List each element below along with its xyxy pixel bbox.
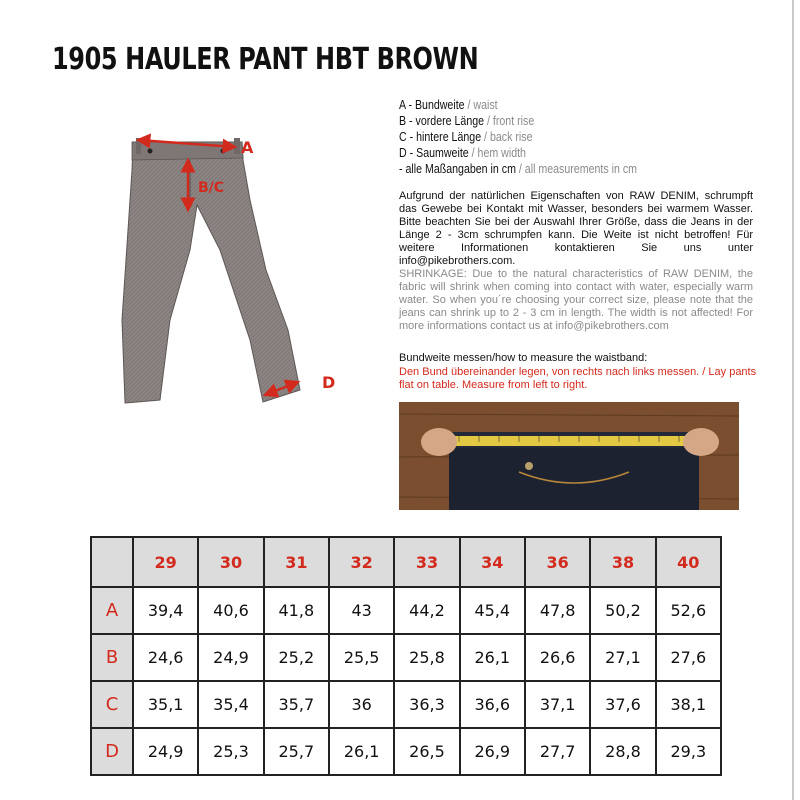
legend-row-b: B - vordere Länge / front rise xyxy=(399,114,535,128)
table-cell: 50,2 xyxy=(590,587,655,634)
table-row xyxy=(91,634,721,681)
table-cell: 29,3 xyxy=(656,728,721,775)
row-label-d: D xyxy=(91,728,133,775)
table-cell: 27,1 xyxy=(590,634,655,681)
label-d: D xyxy=(322,373,336,392)
size-header-row xyxy=(91,537,721,587)
label-bc: B/C xyxy=(198,180,225,196)
waist-measure-photo xyxy=(399,402,739,510)
size-29: 29 xyxy=(133,537,198,587)
size-33: 33 xyxy=(394,537,459,587)
table-cell: 25,5 xyxy=(329,634,394,681)
table-row xyxy=(91,681,721,728)
table-cell: 25,3 xyxy=(198,728,263,775)
size-30: 30 xyxy=(198,537,263,587)
table-cell: 43 xyxy=(329,587,394,634)
waist-note: Den Bund übereinander legen, von rechts nach links messen. / Lay pants flat on table. Measure from left to right. xyxy=(399,366,757,391)
table-cell: 28,8 xyxy=(590,728,655,775)
table-cell: 25,8 xyxy=(394,634,459,681)
table-cell: 35,4 xyxy=(198,681,263,728)
table-cell: 36,6 xyxy=(460,681,525,728)
table-cell: 27,7 xyxy=(525,728,590,775)
table-cell: 26,6 xyxy=(525,634,590,681)
row-label-b: B xyxy=(91,634,133,681)
table-cell: 36 xyxy=(329,681,394,728)
table-cell: 38,1 xyxy=(656,681,721,728)
page-edge-line xyxy=(792,0,794,800)
table-cell: 24,9 xyxy=(133,728,198,775)
table-cell: 41,8 xyxy=(264,587,329,634)
size-36: 36 xyxy=(525,537,590,587)
table-row xyxy=(91,728,721,775)
table-cell: 37,6 xyxy=(590,681,655,728)
table-cell: 24,6 xyxy=(133,634,198,681)
table-cell: 26,5 xyxy=(394,728,459,775)
table-cell: 44,2 xyxy=(394,587,459,634)
table-cell: 47,8 xyxy=(525,587,590,634)
size-34: 34 xyxy=(460,537,525,587)
table-cell: 27,6 xyxy=(656,634,721,681)
table-cell: 40,6 xyxy=(198,587,263,634)
table-cell: 25,2 xyxy=(264,634,329,681)
table-cell: 26,1 xyxy=(329,728,394,775)
size-32: 32 xyxy=(329,537,394,587)
waist-title: Bundweite messen/how to measure the waistband: xyxy=(399,352,648,364)
table-cell: 25,7 xyxy=(264,728,329,775)
shrinkage-text-de: Aufgrund der natürlichen Eigenschaften von RAW DENIM, schrumpft das Gewebe bei Kontakt mit Wasser, besonders bei warmem Wasser. Bitte beachten Sie bei der Auswahl Ihrer Größe, dass die Jeans in der Länge 2 - 3cm schrumpfen kann. Die Weite ist nicht betroffen! Für weitere Informationen kontaktieren Sie uns unter info@pikebrothers.com. xyxy=(399,190,753,267)
table-row xyxy=(91,587,721,634)
legend-row-units: - alle Maßangaben in cm / all measurements in cm xyxy=(399,162,637,176)
row-label-a: A xyxy=(91,587,133,634)
size-40: 40 xyxy=(656,537,721,587)
shrinkage-note xyxy=(399,190,753,333)
table-cell: 35,7 xyxy=(264,681,329,728)
row-label-c: C xyxy=(91,681,133,728)
table-cell: 35,1 xyxy=(133,681,198,728)
table-corner xyxy=(91,537,133,587)
table-cell: 37,1 xyxy=(525,681,590,728)
table-cell: 39,4 xyxy=(133,587,198,634)
measurement-legend xyxy=(399,97,679,177)
legend-row-d: D - Saumweite / hem width xyxy=(399,146,526,160)
page-title: 1905 HAULER PANT HBT BROWN xyxy=(52,42,479,77)
size-31: 31 xyxy=(264,537,329,587)
table-cell: 45,4 xyxy=(460,587,525,634)
size-38: 38 xyxy=(590,537,655,587)
label-a: A xyxy=(241,138,254,157)
pants-photo xyxy=(110,120,350,420)
shrinkage-text-en: SHRINKAGE: Due to the natural characteristics of RAW DENIM, the fabric will shrink when coming into contact with water, especially warm water. So when you´re choosing your correct size, please note that the jeans can shrink up to 2 - 3 cm in length. The width is not affected! For more informations contact us at info@pikebrothers.com xyxy=(399,268,753,332)
table-cell: 26,1 xyxy=(460,634,525,681)
legend-row-c: C - hintere Länge / back rise xyxy=(399,130,533,144)
table-cell: 36,3 xyxy=(394,681,459,728)
legend-row-a: A - Bundweite / waist xyxy=(399,98,498,112)
size-table xyxy=(90,536,722,776)
table-cell: 24,9 xyxy=(198,634,263,681)
table-cell: 52,6 xyxy=(656,587,721,634)
table-cell: 26,9 xyxy=(460,728,525,775)
